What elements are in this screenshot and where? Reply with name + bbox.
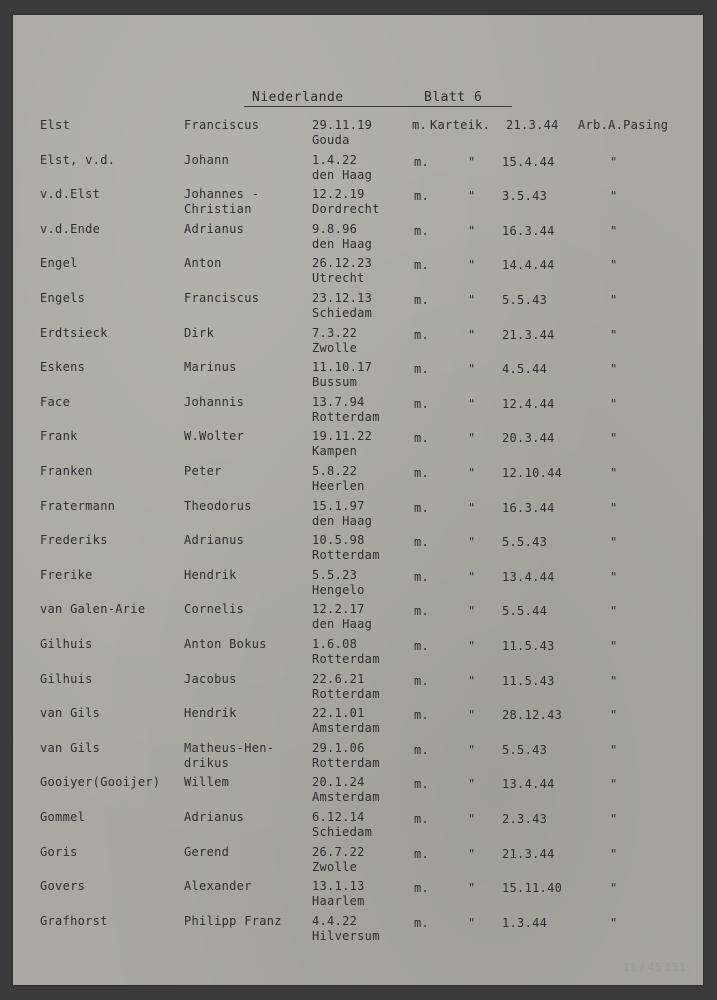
- sex-cell: m.: [414, 569, 430, 584]
- office-cell: ": [610, 189, 618, 204]
- entry-date-cell: 21.3.44: [502, 846, 555, 861]
- birth-date-cell: 26.7.22: [312, 844, 365, 859]
- source-cell: ": [468, 639, 476, 653]
- record-row: [12, 602, 704, 636]
- record-row: [12, 706, 704, 740]
- entry-date-cell: 5.5.44: [502, 604, 548, 619]
- surname-cell: van Galen-Arie: [40, 602, 146, 617]
- entry-date-cell: 14.4.44: [502, 258, 555, 273]
- entry-date-cell: 21.3.44: [502, 327, 555, 342]
- office-cell: ": [610, 604, 618, 619]
- first-name-cell: Gerend: [184, 844, 230, 859]
- birth-date-cell: 6.12.14: [312, 810, 365, 824]
- source-cell: ": [468, 293, 476, 307]
- first-name-cell-continued: drikus: [184, 755, 230, 770]
- birth-place-cell: Kampen: [312, 444, 358, 459]
- source-cell: ": [468, 846, 476, 861]
- surname-cell: Frank: [40, 429, 78, 444]
- first-name-cell: Dirk: [184, 325, 215, 340]
- entry-date-cell: 11.5.43: [502, 639, 555, 653]
- birth-date-cell: 1.4.22: [312, 152, 358, 167]
- birth-date-cell: 22.1.01: [312, 706, 365, 721]
- source-cell: ": [468, 604, 476, 619]
- birth-place-cell: den Haag: [312, 236, 373, 251]
- surname-cell: Face: [40, 394, 71, 409]
- birth-place-cell: Amsterdam: [312, 721, 380, 736]
- birth-date-cell: 4.4.22: [312, 913, 358, 928]
- record-row: [12, 360, 704, 394]
- record-row: [12, 879, 704, 913]
- source-cell: ": [468, 396, 476, 411]
- first-name-cell: Johannes -: [184, 187, 260, 202]
- entry-date-cell: 4.5.44: [502, 362, 548, 377]
- source-cell: ": [468, 915, 476, 930]
- first-name-cell: W.Wolter: [184, 429, 245, 444]
- office-cell: ": [610, 223, 618, 238]
- birth-date-cell: 12.2.17: [312, 602, 365, 617]
- record-row: [12, 429, 704, 463]
- sex-cell: m.: [414, 846, 430, 861]
- birth-date-cell: 11.10.17: [312, 360, 373, 375]
- entry-date-cell: 12.10.44: [502, 466, 563, 480]
- surname-cell: Grafhorst: [40, 913, 108, 928]
- surname-cell: v.d.Ende: [40, 221, 101, 236]
- first-name-cell: Matheus-Hen-: [184, 740, 275, 755]
- office-cell: ": [610, 915, 618, 930]
- entry-date-cell: 15.4.44: [502, 154, 555, 169]
- surname-cell: Gooiyer(Gooijer): [40, 775, 161, 790]
- entry-date-cell: 2.3.43: [502, 812, 548, 826]
- entry-date-cell: 12.4.44: [502, 396, 555, 411]
- birth-place-cell: Zwolle: [312, 340, 358, 355]
- first-name-cell: Johannis: [184, 394, 245, 409]
- birth-place-cell: Haarlem: [312, 894, 365, 909]
- document-page: [12, 14, 704, 986]
- birth-date-cell: 13.1.13: [312, 879, 365, 894]
- office-cell: ": [610, 639, 618, 653]
- office-cell: ": [610, 293, 618, 307]
- sheet-number: Blatt 6: [424, 90, 483, 105]
- first-name-cell: Jacobus: [184, 671, 237, 686]
- source-cell: ": [468, 189, 476, 204]
- first-name-cell: Hendrik: [184, 706, 237, 721]
- office-cell: ": [610, 362, 618, 377]
- birth-place-cell: Dordrecht: [312, 202, 380, 217]
- birth-date-cell: 10.5.98: [312, 533, 365, 548]
- birth-date-cell: 5.5.23: [312, 567, 358, 582]
- heading-underline: [244, 106, 512, 107]
- source-cell: ": [468, 881, 476, 896]
- birth-place-cell: Amsterdam: [312, 790, 380, 805]
- record-row: [12, 914, 704, 948]
- entry-date-cell: 3.5.43: [502, 189, 548, 204]
- source-cell: ": [468, 154, 476, 169]
- source-cell: ": [468, 327, 476, 342]
- office-cell: ": [610, 569, 618, 584]
- first-name-cell: Adrianus: [184, 533, 245, 548]
- first-name-cell: Anton: [184, 256, 222, 271]
- surname-cell: Franken: [40, 464, 93, 478]
- entry-date-cell: 16.3.44: [502, 223, 555, 238]
- source-cell: ": [468, 777, 476, 792]
- office-cell: ": [610, 846, 618, 861]
- office-cell: ": [610, 673, 618, 688]
- source-cell: ": [468, 500, 476, 515]
- source-cell: ": [468, 466, 476, 480]
- birth-date-cell: 29.11.19: [312, 118, 373, 132]
- sex-cell: m.: [414, 466, 430, 480]
- birth-date-cell: 19.11.22: [312, 429, 373, 444]
- record-row: [12, 775, 704, 809]
- surname-cell: Goris: [40, 844, 78, 859]
- office-cell: ": [610, 154, 618, 169]
- office-cell: ": [610, 258, 618, 273]
- record-row: [12, 810, 704, 844]
- surname-cell: Engel: [40, 256, 78, 271]
- birth-place-cell: Rotterdam: [312, 652, 380, 666]
- birth-place-cell: Hengelo: [312, 582, 365, 597]
- first-name-cell: Hendrik: [184, 567, 237, 582]
- entry-date-cell: 5.5.43: [502, 293, 548, 307]
- entry-date-cell: 5.5.43: [502, 535, 548, 550]
- entry-date-cell: 28.12.43: [502, 708, 563, 723]
- sex-cell: m.: [414, 431, 430, 446]
- first-name-cell-continued: Christian: [184, 202, 252, 217]
- sex-cell: m.: [414, 362, 430, 377]
- birth-place-cell: den Haag: [312, 617, 373, 632]
- office-cell: ": [610, 812, 618, 826]
- office-cell: Arb.A.Pasing: [578, 118, 669, 132]
- birth-place-cell: Heerlen: [312, 479, 365, 493]
- entry-date-cell: 11.5.43: [502, 673, 555, 688]
- first-name-cell: Johann: [184, 152, 230, 167]
- sex-cell: m.: [414, 258, 430, 273]
- birth-place-cell: Schiedam: [312, 306, 373, 320]
- birth-date-cell: 13.7.94: [312, 394, 365, 409]
- office-cell: ": [610, 535, 618, 550]
- office-cell: ": [610, 742, 618, 757]
- entry-date-cell: 13.4.44: [502, 569, 555, 584]
- birth-date-cell: 22.6.21: [312, 671, 365, 686]
- record-row: [12, 395, 704, 429]
- birth-place-cell: Rotterdam: [312, 686, 380, 701]
- record-row: [12, 741, 704, 775]
- office-cell: ": [610, 881, 618, 896]
- record-row: [12, 568, 704, 602]
- sex-cell: m.: [414, 500, 430, 515]
- source-cell: ": [468, 569, 476, 584]
- entry-date-cell: 1.3.44: [502, 915, 548, 930]
- surname-cell: Gilhuis: [40, 637, 93, 651]
- record-row: [12, 499, 704, 533]
- surname-cell: Frerike: [40, 567, 93, 582]
- surname-cell: Elst: [40, 118, 71, 132]
- entry-date-cell: 5.5.43: [502, 742, 548, 757]
- first-name-cell: Cornelis: [184, 602, 245, 617]
- birth-place-cell: den Haag: [312, 167, 373, 182]
- sex-cell: m.: [414, 915, 430, 930]
- source-cell: ": [468, 673, 476, 688]
- source-cell: ": [468, 431, 476, 446]
- office-cell: ": [610, 500, 618, 515]
- source-cell: ": [468, 742, 476, 757]
- birth-date-cell: 5.8.22: [312, 464, 358, 478]
- country-title: Niederlande: [252, 90, 344, 105]
- first-name-cell: Marinus: [184, 360, 237, 375]
- first-name-cell: Franciscus: [184, 118, 260, 132]
- sex-cell: m.: [414, 812, 430, 826]
- entry-date-cell: 15.11.40: [502, 881, 563, 896]
- birth-date-cell: 20.1.24: [312, 775, 365, 790]
- first-name-cell: Theodorus: [184, 498, 252, 513]
- entry-date-cell: 16.3.44: [502, 500, 555, 515]
- first-name-cell: Anton Bokus: [184, 637, 267, 651]
- sex-cell: m.: [414, 223, 430, 238]
- record-row: [12, 118, 704, 152]
- first-name-cell: Franciscus: [184, 291, 260, 305]
- sex-cell: m.: [414, 639, 430, 653]
- sex-cell: m.: [414, 154, 430, 169]
- office-cell: ": [610, 466, 618, 480]
- record-row: [12, 464, 704, 498]
- surname-cell: v.d.Elst: [40, 187, 101, 202]
- surname-cell: Fratermann: [40, 498, 116, 513]
- first-name-cell: Alexander: [184, 879, 252, 894]
- birth-place-cell: Hilversum: [312, 928, 380, 943]
- birth-place-cell: Gouda: [312, 133, 350, 147]
- source-cell: Karteik.: [430, 118, 491, 132]
- source-cell: ": [468, 708, 476, 723]
- surname-cell: Gommel: [40, 810, 86, 824]
- entry-date-cell: 20.3.44: [502, 431, 555, 446]
- surname-cell: Engels: [40, 291, 86, 305]
- birth-date-cell: 29.1.06: [312, 740, 365, 755]
- sex-cell: m.: [414, 777, 430, 792]
- birth-place-cell: Rotterdam: [312, 409, 380, 424]
- surname-cell: Elst, v.d.: [40, 152, 116, 167]
- sex-cell: m.: [414, 293, 430, 307]
- sex-cell: m.: [414, 535, 430, 550]
- surname-cell: Gilhuis: [40, 671, 93, 686]
- surname-cell: van Gils: [40, 740, 101, 755]
- birth-place-cell: Rotterdam: [312, 548, 380, 563]
- source-cell: ": [468, 812, 476, 826]
- sex-cell: m.: [412, 118, 428, 132]
- record-row: [12, 256, 704, 290]
- birth-place-cell: Schiedam: [312, 825, 373, 839]
- source-cell: ": [468, 223, 476, 238]
- sex-cell: m.: [414, 327, 430, 342]
- entry-date-cell: 21.3.44: [506, 118, 559, 132]
- birth-place-cell: Zwolle: [312, 859, 358, 874]
- first-name-cell: Philipp Franz: [184, 913, 282, 928]
- source-cell: ": [468, 535, 476, 550]
- first-name-cell: Peter: [184, 464, 222, 478]
- sex-cell: m.: [414, 189, 430, 204]
- record-row: [12, 326, 704, 360]
- record-row: [12, 637, 704, 671]
- office-cell: ": [610, 431, 618, 446]
- birth-date-cell: 9.8.96: [312, 221, 358, 236]
- birth-place-cell: den Haag: [312, 513, 373, 528]
- surname-cell: van Gils: [40, 706, 101, 721]
- source-cell: ": [468, 258, 476, 273]
- birth-date-cell: 7.3.22: [312, 325, 358, 340]
- office-cell: ": [610, 396, 618, 411]
- surname-cell: Govers: [40, 879, 86, 894]
- record-row: [12, 291, 704, 325]
- birth-date-cell: 23.12.13: [312, 291, 373, 305]
- record-row: [12, 845, 704, 879]
- birth-date-cell: 12.2.19: [312, 187, 365, 202]
- office-cell: ": [610, 708, 618, 723]
- sex-cell: m.: [414, 742, 430, 757]
- sex-cell: m.: [414, 881, 430, 896]
- record-row: [12, 672, 704, 706]
- sex-cell: m.: [414, 396, 430, 411]
- birth-place-cell: Rotterdam: [312, 755, 380, 770]
- archive-mark: 11 / 45 151: [622, 961, 686, 974]
- office-cell: ": [610, 777, 618, 792]
- birth-date-cell: 1.6.08: [312, 637, 358, 651]
- birth-place-cell: Bussum: [312, 375, 358, 390]
- entry-date-cell: 13.4.44: [502, 777, 555, 792]
- source-cell: ": [468, 362, 476, 377]
- birth-place-cell: Utrecht: [312, 271, 365, 286]
- sex-cell: m.: [414, 673, 430, 688]
- sex-cell: m.: [414, 708, 430, 723]
- office-cell: ": [610, 327, 618, 342]
- first-name-cell: Willem: [184, 775, 230, 790]
- record-row: [12, 153, 704, 187]
- record-row: [12, 222, 704, 256]
- sex-cell: m.: [414, 604, 430, 619]
- birth-date-cell: 15.1.97: [312, 498, 365, 513]
- surname-cell: Eskens: [40, 360, 86, 375]
- birth-date-cell: 26.12.23: [312, 256, 373, 271]
- surname-cell: Erdtsieck: [40, 325, 108, 340]
- record-row: [12, 187, 704, 221]
- surname-cell: Frederiks: [40, 533, 108, 548]
- record-row: [12, 533, 704, 567]
- first-name-cell: Adrianus: [184, 810, 245, 824]
- first-name-cell: Adrianus: [184, 221, 245, 236]
